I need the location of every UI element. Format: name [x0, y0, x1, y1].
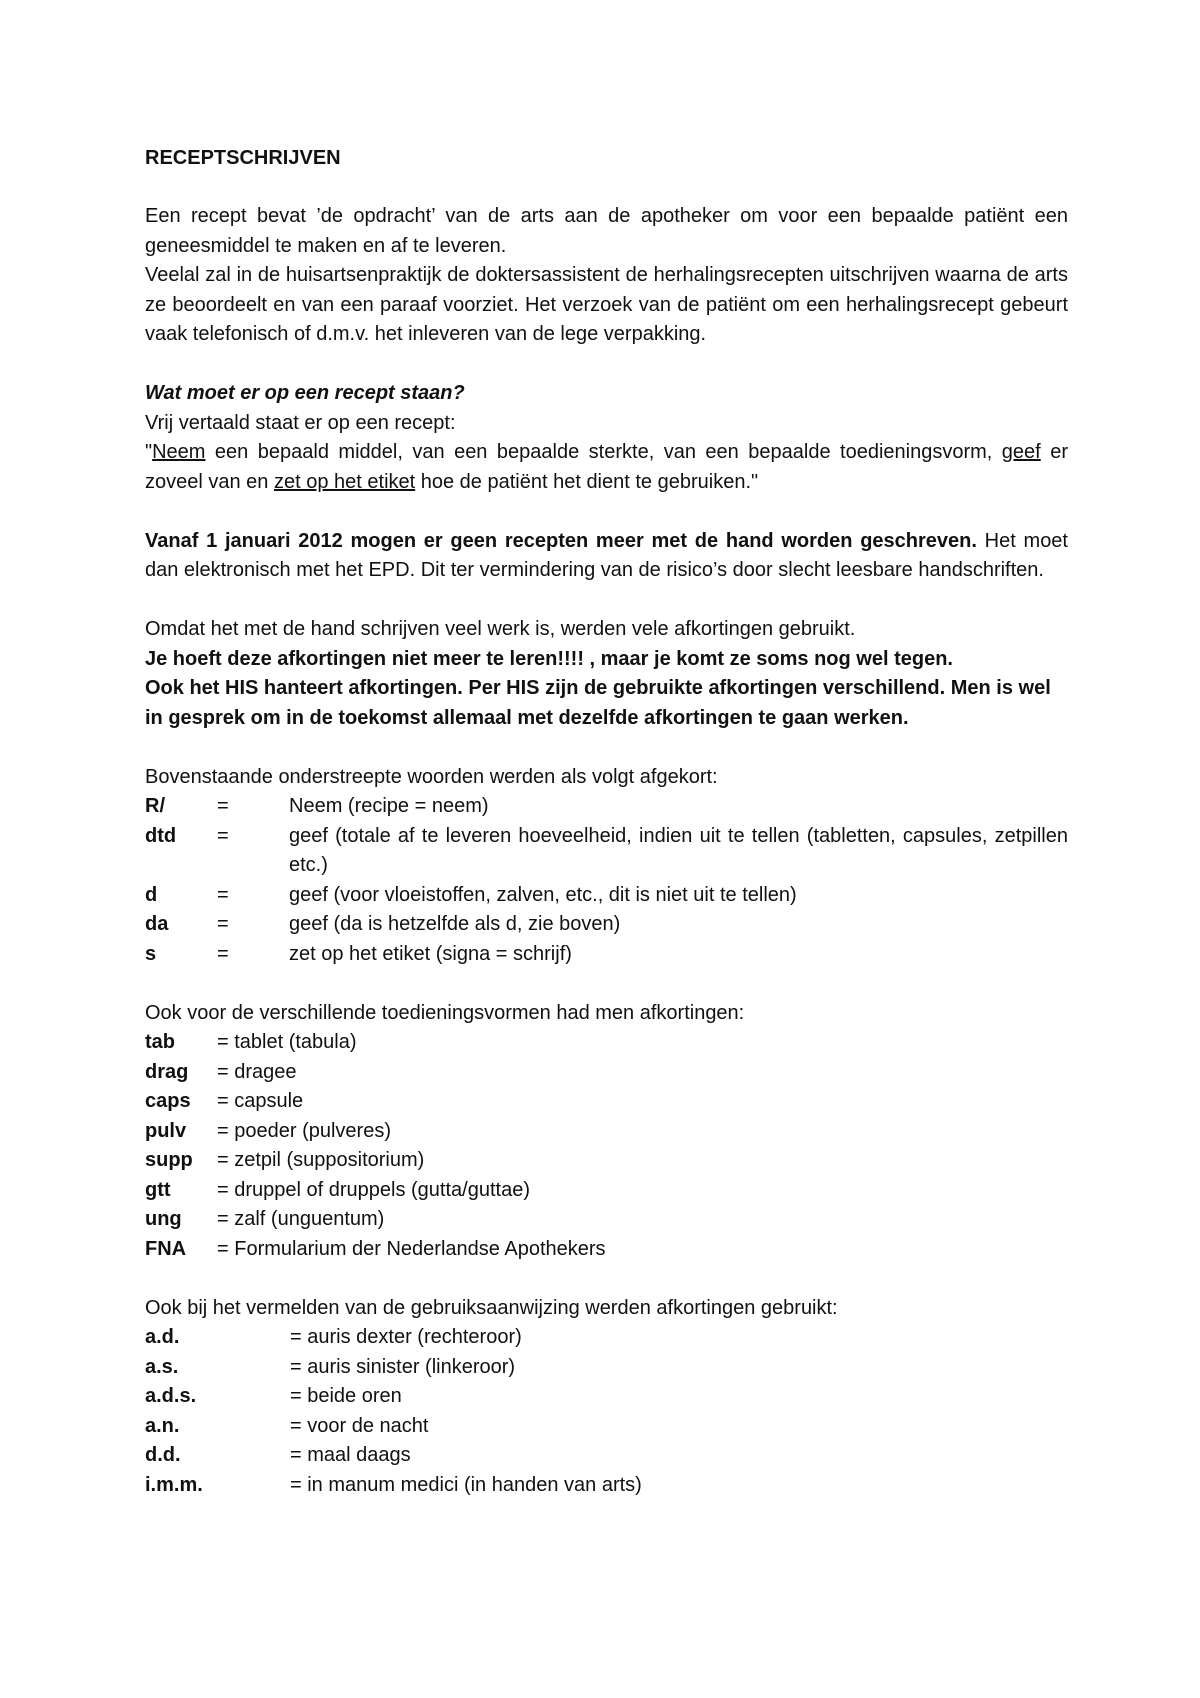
form-value: = druppel of druppels (gutta/guttae) — [217, 1178, 530, 1201]
recept-quote — [145, 438, 1068, 497]
abbr-value: geef (da is hetzelfde als d, zie boven) — [289, 913, 621, 935]
form-row — [145, 1235, 1068, 1265]
quote-open: " — [145, 441, 153, 463]
abbr-key: R/ — [145, 795, 165, 817]
form-key: supp — [145, 1149, 193, 1171]
quote-mid-2: er zoveel van en — [145, 441, 1068, 493]
usage-row — [145, 1441, 1068, 1471]
abbr-row — [145, 792, 1068, 822]
form-value: = zetpil (suppositorium) — [217, 1149, 425, 1171]
intro-paragraph-1: Een recept bevat ’de opdracht’ van de arts aan de apotheker om voor een bepaalde patiënt een geneesmiddel te maken en af te leveren. — [145, 205, 1068, 257]
abbr-row — [145, 822, 1068, 881]
form-key: caps — [145, 1090, 191, 1112]
form-key: gtt — [145, 1178, 171, 1201]
abbr-eq: = — [217, 942, 229, 965]
usage-row — [145, 1471, 1068, 1501]
underlined-abbreviation-list — [145, 792, 1068, 969]
underlined-zet: zet op het etiket — [273, 470, 416, 493]
usage-row — [145, 1353, 1068, 1383]
form-value: = tablet (tabula) — [217, 1031, 357, 1053]
form-row — [145, 1205, 1068, 1235]
abbr-key: dtd — [145, 824, 177, 847]
document-title: RECEPTSCHRIJVEN — [145, 147, 341, 169]
form-value: = zalf (unguentum) — [217, 1208, 385, 1230]
usage-section-intro: Ook bij het vermelden van de gebruiksaanwijzing werden afkortingen gebruikt: — [145, 1296, 838, 1319]
underlined-section-intro: Bovenstaande onderstreepte woorden werden als volgt afgekort: — [145, 765, 718, 788]
recept-line-1: Vrij vertaald staat er op een recept: — [145, 411, 456, 434]
abbr-row — [145, 910, 1068, 940]
form-value: = capsule — [217, 1090, 304, 1112]
form-value: = dragee — [217, 1060, 297, 1083]
form-key: pulv — [145, 1119, 187, 1142]
form-key: tab — [145, 1031, 175, 1053]
abbr-value: geef (totale af te leveren hoeveelheid, indien uit te tellen (tabletten, capsules, zetpillen etc.) — [289, 824, 1068, 876]
abbr-eq: = — [217, 824, 229, 847]
abbr-eq: = — [217, 913, 229, 935]
form-row — [145, 1087, 1068, 1117]
usage-key: a.n. — [145, 1414, 180, 1437]
quote-end: hoe de patiënt het dient te gebruiken." — [415, 470, 759, 493]
form-row — [145, 1117, 1068, 1147]
form-key: ung — [145, 1208, 182, 1230]
usage-value: = auris dexter (rechteroor) — [290, 1326, 522, 1348]
form-row — [145, 1146, 1068, 1176]
form-row — [145, 1176, 1068, 1206]
usage-key: d.d. — [145, 1444, 181, 1466]
underlined-geef: geef — [1001, 441, 1041, 463]
usage-key: a.d.s. — [145, 1385, 197, 1407]
abbr-eq: = — [217, 795, 229, 817]
abbr-row — [145, 940, 1068, 970]
form-key: FNA — [145, 1237, 187, 1260]
usage-value: = in manum medici (in handen van arts) — [290, 1473, 642, 1496]
form-value: = Formularium der Nederlandse Apothekers — [217, 1237, 606, 1260]
usage-value: = beide oren — [290, 1385, 402, 1407]
form-row — [145, 1058, 1068, 1088]
underlined-neem: Neem — [152, 441, 206, 463]
forms-abbreviation-list — [145, 1028, 1068, 1264]
form-row — [145, 1028, 1068, 1058]
usage-abbreviation-list — [145, 1323, 1068, 1500]
abbr-value: Neem (recipe = neem) — [289, 795, 489, 817]
usage-key: a.s. — [145, 1355, 179, 1378]
usage-value: = maal daags — [290, 1444, 411, 1466]
abbr-key: d — [145, 883, 158, 906]
abbr-eq: = — [217, 883, 229, 906]
afkortingen-line-1: Omdat het met de hand schrijven veel werk is, werden vele afkortingen gebruikt. — [145, 618, 856, 640]
usage-key: a.d. — [145, 1326, 180, 1348]
recept-heading: Wat moet er op een recept staan? — [145, 382, 465, 404]
form-key: drag — [145, 1060, 189, 1083]
usage-key: i.m.m. — [145, 1473, 203, 1496]
usage-row — [145, 1382, 1068, 1412]
forms-section-intro: Ook voor de verschillende toedieningsvormen had men afkortingen: — [145, 1001, 745, 1024]
afkortingen-line-2: Je hoeft deze afkortingen niet meer te leren!!!! , maar je komt ze soms nog wel tegen. — [145, 647, 953, 670]
quote-mid-1: een bepaald middel, van een bepaalde sterkte, van een bepaalde toedieningsvorm, — [205, 441, 1002, 463]
usage-value: = voor de nacht — [290, 1414, 429, 1437]
abbr-value: zet op het etiket (signa = schrijf) — [289, 942, 572, 965]
usage-value: = auris sinister (linkeroor) — [290, 1355, 516, 1378]
afkortingen-line-3: Ook het HIS hanteert afkortingen. Per HIS zijn de gebruikte afkortingen verschillend. Men is wel in gesprek om in de toekomst allemaal met dezelfde afkortingen te gaan werken. — [145, 677, 1051, 729]
epd-rest: Het moet dan elektronisch met het EPD. Dit ter vermindering van de risico’s door slecht leesbare handschriften. — [145, 529, 1068, 581]
epd-bold: Vanaf 1 januari 2012 mogen er geen recepten meer met de hand worden geschreven. — [145, 529, 977, 552]
intro-paragraph-2: Veelal zal in de huisartsenpraktijk de doktersassistent de herhalingsrecepten uitschrijven waarna de arts ze beoordeelt en van een paraaf voorziet. Het verzoek van de patiënt om een herhalingsrecept gebeurt vaak telefonisch of d.m.v. het inleveren van de lege verpakking. — [145, 264, 1068, 345]
epd-paragraph — [145, 527, 1068, 586]
form-value: = poeder (pulveres) — [217, 1119, 391, 1142]
usage-row — [145, 1323, 1068, 1353]
abbr-key: da — [145, 913, 169, 935]
abbr-key: s — [145, 942, 157, 965]
usage-row — [145, 1412, 1068, 1442]
abbr-value: geef (voor vloeistoffen, zalven, etc., dit is niet uit te tellen) — [289, 883, 797, 906]
abbr-row — [145, 881, 1068, 911]
